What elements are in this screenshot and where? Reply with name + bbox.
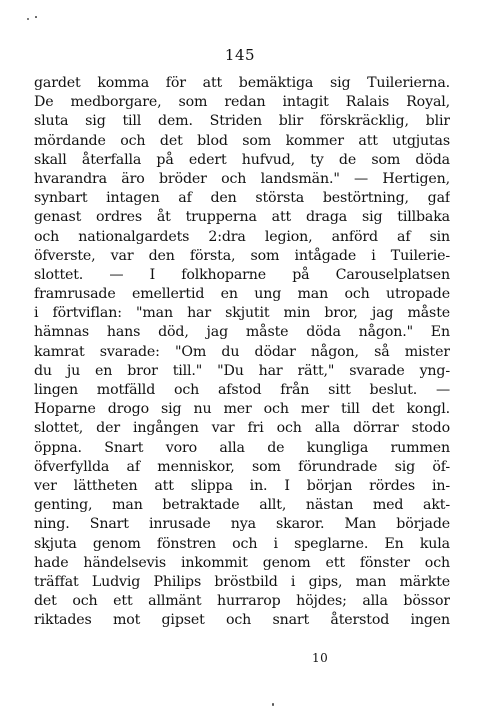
text-line: skall återfalla på edert hufvud, ty de som döda [34, 151, 450, 168]
text-line: framrusade emellertid en ung man och utropade [34, 286, 450, 303]
text-line: hvarandra äro bröder och landsmän." — Hertigen, [34, 170, 450, 187]
text-line: synbart intagen af den största bestörtning, gaf [34, 190, 450, 207]
text-line: slottet, der ingången var fri och alla dörrar stodo [34, 420, 450, 437]
text-line: öppna. Snart voro alla de kungliga rummen [34, 439, 450, 456]
text-line: och nationalgardets 2:dra legion, anförd af sin [34, 228, 450, 245]
text-line: riktades mot gipset och snart återstod ingen [34, 612, 450, 629]
text-line: gardet komma för att bemäktiga sig Tuilerierna. [34, 75, 450, 91]
text-line: mördande och det blod som kommer att utgjutas [34, 132, 450, 149]
text-line: sluta sig till dem. Striden blir förskräcklig, blir [34, 113, 450, 130]
text-line: genting, man betraktade allt, nästan med akt- [34, 497, 450, 514]
text-line: öfverfyllda af menniskor, som förundrade sig öf- [34, 458, 450, 475]
text-line: skjuta genom fönstren och i speglarne. En kula [34, 535, 450, 552]
text-line: du ju en bror till." "Du har rätt," svarade yng- [34, 362, 450, 379]
text-line: hade händelsevis inkommit genom ett fönster och [34, 554, 450, 571]
text-line: De medborgare, som redan intagit Ralais Royal, [34, 94, 450, 111]
body-text [34, 74, 450, 630]
ink-speck [35, 16, 37, 18]
text-line: det och ett allmänt hurrarop höjdes; alla bössor [34, 593, 450, 610]
text-line: ver lättheten att slippa in. I början rördes in- [34, 477, 450, 494]
text-line: öfverste, var den första, som intågade i Tuilerie- [34, 247, 450, 264]
text-line: ning. Snart inrusade nya skaror. Man började [34, 516, 450, 533]
text-line: träffat Ludvig Philips bröstbild i gips, man märkte [34, 573, 450, 590]
text-line: slottet. — I folkhoparne på Carouselplatsen [34, 266, 450, 283]
ink-speck [27, 18, 29, 20]
text-line: genast ordres åt trupperna att draga sig tillbaka [34, 209, 450, 226]
page-number: 145 [224, 46, 256, 64]
text-line: i förtviflan: "man har skjutit min bror, jag måste [34, 305, 450, 322]
text-line: kamrat svarade: "Om du dödar någon, så mister [34, 343, 450, 360]
text-line: lingen motfälld och afstod från sitt beslut. — [34, 382, 450, 398]
text-line: hämnas hans död, jag måste döda någon." En [34, 324, 450, 341]
signature-mark: 10 [312, 651, 329, 665]
text-line: Hoparne drogo sig nu mer och mer till det kongl. [34, 401, 450, 418]
ink-speck [272, 703, 274, 706]
